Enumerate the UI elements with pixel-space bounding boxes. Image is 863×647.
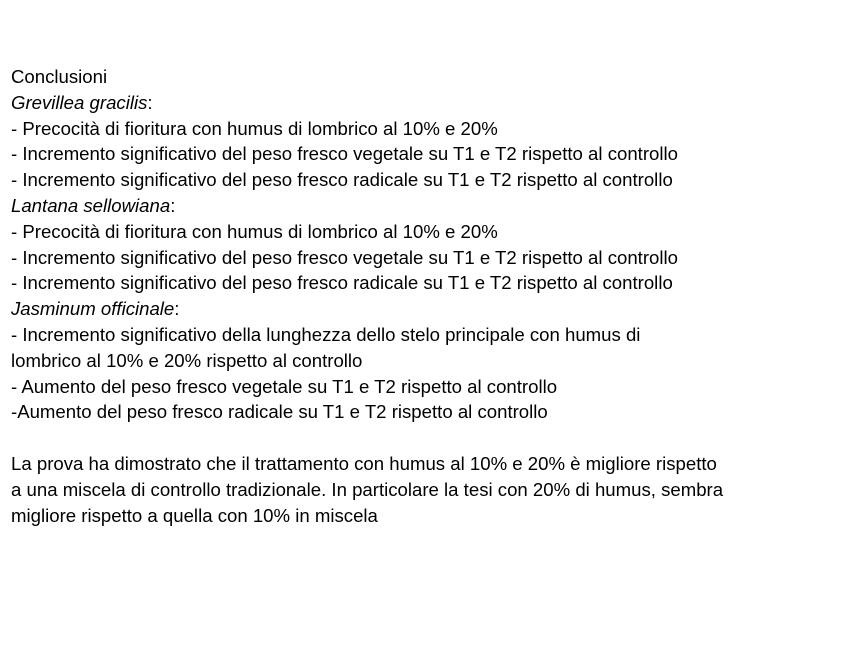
list-item: - Incremento significativo del peso fresco radicale su T1 e T2 rispetto al controllo [11, 272, 673, 294]
slide-content [11, 64, 856, 528]
conclusion-line: a una miscela di controllo tradizionale. In particolare la tesi con 20% di humus, sembra [11, 478, 724, 500]
list-item: - Incremento significativo del peso fresco vegetale su T1 e T2 rispetto al controllo [11, 246, 678, 268]
list-item: - Incremento significativo del peso fresco vegetale su T1 e T2 rispetto al controllo [11, 143, 678, 165]
conclusion-line: migliore rispetto a quella con 10% in miscela [11, 504, 378, 526]
list-item: -Aumento del peso fresco radicale su T1 e T2 rispetto al controllo [11, 401, 548, 423]
species-name-text: Grevillea gracilis [11, 91, 148, 113]
species-section-jasminum [11, 296, 856, 425]
paragraph-spacer [11, 425, 856, 451]
list-item: - Aumento del peso fresco vegetale su T1 e T2 rispetto al controllo [11, 375, 558, 397]
conclusion-paragraph [11, 451, 856, 528]
list-item: - Incremento significativo della lunghezza dello stelo principale con humus di [11, 323, 641, 345]
conclusion-line: La prova ha dimostrato che il trattamento con humus al 10% e 20% è migliore rispetto [11, 452, 717, 474]
species-name: Grevillea gracilis: [11, 91, 153, 113]
list-item: - Precocità di fioritura con humus di lombrico al 10% e 20% [11, 117, 498, 139]
list-item: - Incremento significativo del peso fresco radicale su T1 e T2 rispetto al controllo [11, 169, 673, 191]
species-name: Jasminum officinale: [11, 298, 180, 320]
species-name-text: Jasminum officinale [11, 298, 175, 320]
species-section-grevillea [11, 90, 856, 193]
species-name-text: Lantana sellowiana [11, 194, 171, 216]
slide-title: Conclusioni [11, 66, 108, 87]
list-item: - Precocità di fioritura con humus di lombrico al 10% e 20% [11, 220, 498, 242]
species-name: Lantana sellowiana: [11, 194, 176, 216]
list-item: lombrico al 10% e 20% rispetto al controllo [11, 349, 363, 371]
species-section-lantana [11, 193, 856, 296]
